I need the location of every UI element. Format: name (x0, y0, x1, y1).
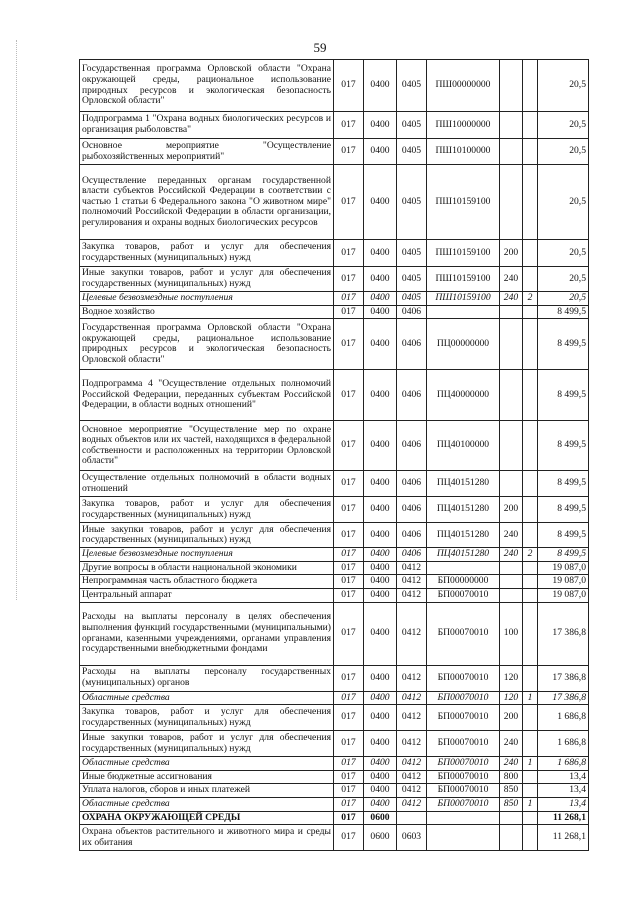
row-name: Областные средства (80, 691, 334, 705)
code-expense-type (500, 319, 523, 370)
code-expense-type (500, 825, 523, 851)
code-expense-type (500, 305, 523, 319)
code-funding-source (523, 319, 538, 370)
code-expense-type: 240 (500, 523, 523, 548)
code-target-article: БП00070010 (427, 588, 500, 602)
code-section: 0400 (364, 548, 397, 562)
code-expense-type: 200 (500, 705, 523, 731)
code-section: 0400 (364, 471, 397, 497)
code-target-article: БП00000000 (427, 575, 500, 589)
code-subsection: 0405 (397, 165, 427, 240)
amount: 13,4 (538, 797, 589, 811)
table-row (80, 421, 589, 471)
code-funding-source (523, 602, 538, 665)
code-subsection: 0406 (397, 548, 427, 562)
code-expense-type (500, 811, 523, 825)
code-subsection: 0405 (397, 292, 427, 306)
amount: 20,5 (538, 267, 589, 292)
amount: 17 386,8 (538, 602, 589, 665)
table-row (80, 319, 589, 370)
code-funding-source (523, 305, 538, 319)
row-name: Закупка товаров, работ и услуг для обеспечения государственных (муниципальных) нужд (80, 705, 334, 731)
code-subsection: 0406 (397, 319, 427, 370)
row-name: Водное хозяйство (80, 305, 334, 319)
amount: 20,5 (538, 165, 589, 240)
code-ministry: 017 (334, 811, 364, 825)
code-section: 0400 (364, 602, 397, 665)
code-target-article: ПЦ40151280 (427, 471, 500, 497)
table-row (80, 267, 589, 292)
amount: 8 499,5 (538, 319, 589, 370)
code-ministry: 017 (334, 602, 364, 665)
amount: 19 087,0 (538, 588, 589, 602)
row-name: Областные средства (80, 757, 334, 771)
code-funding-source (523, 267, 538, 292)
code-expense-type: 240 (500, 267, 523, 292)
code-funding-source (523, 561, 538, 575)
code-funding-source (523, 665, 538, 691)
table-row (80, 139, 589, 165)
row-name: Целевые безвозмездные поступления (80, 548, 334, 562)
row-name: Осуществление отдельных полномочий в области водных отношений (80, 471, 334, 497)
code-ministry: 017 (334, 548, 364, 562)
amount: 20,5 (538, 139, 589, 165)
budget-table-body (80, 60, 589, 851)
code-target-article (427, 561, 500, 575)
code-expense-type (500, 60, 523, 112)
amount: 20,5 (538, 292, 589, 306)
code-expense-type (500, 588, 523, 602)
row-name: Иные закупки товаров, работ и услуг для обеспечения государственных (муниципальных) нужд (80, 731, 334, 757)
row-name: Основное мероприятие "Осуществление мер по охране водных объектов или их частей, находящихся в федеральной собственности и расположенных на территории Орловской области" (80, 421, 334, 471)
amount: 1 686,8 (538, 757, 589, 771)
code-ministry: 017 (334, 240, 364, 267)
code-ministry: 017 (334, 421, 364, 471)
code-ministry: 017 (334, 523, 364, 548)
code-expense-type (500, 421, 523, 471)
amount: 8 499,5 (538, 548, 589, 562)
code-subsection: 0405 (397, 60, 427, 112)
table-row (80, 561, 589, 575)
amount: 1 686,8 (538, 731, 589, 757)
code-section: 0400 (364, 370, 397, 421)
code-target-article: ПЦ00000000 (427, 319, 500, 370)
code-target-article: ПЦ40151280 (427, 548, 500, 562)
code-subsection: 0405 (397, 139, 427, 165)
code-section: 0400 (364, 705, 397, 731)
code-ministry: 017 (334, 319, 364, 370)
table-row (80, 757, 589, 771)
amount: 11 268,1 (538, 825, 589, 851)
table-row (80, 825, 589, 851)
table-row (80, 523, 589, 548)
code-funding-source (523, 811, 538, 825)
code-expense-type: 240 (500, 757, 523, 771)
code-expense-type (500, 575, 523, 589)
code-subsection: 0412 (397, 770, 427, 784)
code-subsection: 0412 (397, 731, 427, 757)
amount: 20,5 (538, 60, 589, 112)
code-expense-type (500, 370, 523, 421)
table-row (80, 665, 589, 691)
code-ministry: 017 (334, 588, 364, 602)
code-target-article: БП00070010 (427, 784, 500, 798)
code-funding-source (523, 770, 538, 784)
code-funding-source (523, 705, 538, 731)
amount: 13,4 (538, 770, 589, 784)
code-subsection: 0405 (397, 240, 427, 267)
table-row (80, 60, 589, 112)
code-expense-type (500, 112, 523, 139)
code-ministry: 017 (334, 267, 364, 292)
code-funding-source (523, 471, 538, 497)
code-expense-type: 850 (500, 784, 523, 798)
row-name: Государственная программа Орловской области "Охрана окружающей среды, рациональное использование природных ресурсов и экологическая безопасность Орловской области" (80, 319, 334, 370)
row-name: Целевые безвозмездные поступления (80, 292, 334, 306)
code-ministry: 017 (334, 705, 364, 731)
row-name: Расходы на выплаты персоналу в целях обеспечения выполнения функций государственными (муниципальными) органами, казенными учреждениями, органами управления государственными внебюджетными фондами (80, 602, 334, 665)
code-expense-type: 240 (500, 292, 523, 306)
code-section: 0400 (364, 691, 397, 705)
table-row (80, 811, 589, 825)
row-name: Осуществление переданных органам государственной власти субъектов Российской Федерации в соответствии с частью 1 статьи 6 Федерального закона "О животном мире" полномочий Российской Федерации в области организации, регулирования и охраны водных биологических ресурсов (80, 165, 334, 240)
budget-table (79, 59, 589, 851)
code-section: 0400 (364, 267, 397, 292)
table-row (80, 784, 589, 798)
amount: 8 499,5 (538, 370, 589, 421)
amount: 19 087,0 (538, 561, 589, 575)
code-section: 0400 (364, 523, 397, 548)
code-subsection: 0405 (397, 112, 427, 139)
code-section: 0400 (364, 757, 397, 771)
code-expense-type (500, 165, 523, 240)
code-target-article (427, 305, 500, 319)
table-row (80, 497, 589, 523)
amount: 11 268,1 (538, 811, 589, 825)
row-name: Областные средства (80, 797, 334, 811)
code-subsection: 0405 (397, 267, 427, 292)
code-ministry: 017 (334, 60, 364, 112)
code-section: 0400 (364, 240, 397, 267)
code-target-article: БП00070010 (427, 602, 500, 665)
code-section: 0400 (364, 305, 397, 319)
code-section: 0400 (364, 665, 397, 691)
code-ministry: 017 (334, 784, 364, 798)
table-row (80, 292, 589, 306)
code-ministry: 017 (334, 691, 364, 705)
code-subsection: 0412 (397, 575, 427, 589)
row-name: Уплата налогов, сборов и иных платежей (80, 784, 334, 798)
code-funding-source (523, 523, 538, 548)
code-funding-source (523, 139, 538, 165)
code-expense-type (500, 471, 523, 497)
code-expense-type: 240 (500, 548, 523, 562)
amount: 8 499,5 (538, 497, 589, 523)
code-funding-source (523, 165, 538, 240)
code-section: 0600 (364, 825, 397, 851)
table-row (80, 548, 589, 562)
code-target-article (427, 811, 500, 825)
code-expense-type: 100 (500, 602, 523, 665)
table-row (80, 305, 589, 319)
code-section: 0400 (364, 165, 397, 240)
code-section: 0400 (364, 292, 397, 306)
code-section: 0400 (364, 731, 397, 757)
code-target-article: ПЦ40151280 (427, 497, 500, 523)
code-funding-source: 2 (523, 548, 538, 562)
row-name: Непрограммная часть областного бюджета (80, 575, 334, 589)
code-section: 0400 (364, 319, 397, 370)
code-target-article: ПШ10159100 (427, 267, 500, 292)
code-target-article: БП00070010 (427, 691, 500, 705)
code-target-article: ПШ00000000 (427, 60, 500, 112)
code-subsection: 0412 (397, 705, 427, 731)
row-name: Иные закупки товаров, работ и услуг для обеспечения государственных (муниципальных) нужд (80, 267, 334, 292)
code-funding-source (523, 60, 538, 112)
code-subsection: 0412 (397, 784, 427, 798)
table-row (80, 797, 589, 811)
code-target-article: БП00070010 (427, 797, 500, 811)
code-funding-source: 1 (523, 757, 538, 771)
code-section: 0400 (364, 497, 397, 523)
code-section: 0400 (364, 784, 397, 798)
row-name: Подпрограмма 1 "Охрана водных биологических ресурсов и организация рыболовства" (80, 112, 334, 139)
table-row (80, 588, 589, 602)
amount: 19 087,0 (538, 575, 589, 589)
row-name: Основное мероприятие "Осуществление рыбохозяйственных мероприятий" (80, 139, 334, 165)
table-row (80, 575, 589, 589)
code-ministry: 017 (334, 497, 364, 523)
amount: 8 499,5 (538, 421, 589, 471)
code-ministry: 017 (334, 471, 364, 497)
code-target-article: ПШ10100000 (427, 139, 500, 165)
code-target-article: ПШ10000000 (427, 112, 500, 139)
code-funding-source: 2 (523, 292, 538, 306)
row-name: Закупка товаров, работ и услуг для обеспечения государственных (муниципальных) нужд (80, 497, 334, 523)
table-row (80, 112, 589, 139)
table-row (80, 370, 589, 421)
code-expense-type (500, 561, 523, 575)
code-subsection: 0406 (397, 305, 427, 319)
code-section: 0400 (364, 561, 397, 575)
scan-edge-mark (16, 40, 18, 600)
code-subsection: 0412 (397, 561, 427, 575)
code-expense-type: 200 (500, 240, 523, 267)
code-subsection: 0406 (397, 471, 427, 497)
code-target-article: БП00070010 (427, 770, 500, 784)
code-subsection: 0603 (397, 825, 427, 851)
code-subsection: 0412 (397, 797, 427, 811)
row-name: Другие вопросы в области национальной экономики (80, 561, 334, 575)
code-ministry: 017 (334, 770, 364, 784)
code-subsection: 0412 (397, 691, 427, 705)
code-section: 0400 (364, 575, 397, 589)
code-ministry: 017 (334, 797, 364, 811)
code-subsection: 0406 (397, 497, 427, 523)
code-target-article: ПШ10159100 (427, 292, 500, 306)
amount: 20,5 (538, 112, 589, 139)
code-section: 0400 (364, 797, 397, 811)
row-name: Подпрограмма 4 "Осуществление отдельных полномочий Российской Федерации, переданных субъектам Российской Федерации, в области водных отношений" (80, 370, 334, 421)
row-name: Закупка товаров, работ и услуг для обеспечения государственных (муниципальных) нужд (80, 240, 334, 267)
code-section: 0400 (364, 588, 397, 602)
code-ministry: 017 (334, 665, 364, 691)
row-name: Центральный аппарат (80, 588, 334, 602)
table-row (80, 731, 589, 757)
table-row (80, 602, 589, 665)
row-name: ОХРАНА ОКРУЖАЮЩЕЙ СРЕДЫ (80, 811, 334, 825)
amount: 20,5 (538, 240, 589, 267)
row-name: Иные бюджетные ассигнования (80, 770, 334, 784)
code-target-article: ПЦ40000000 (427, 370, 500, 421)
code-ministry: 017 (334, 575, 364, 589)
code-expense-type: 240 (500, 731, 523, 757)
code-funding-source: 1 (523, 691, 538, 705)
code-target-article: ПЦ40100000 (427, 421, 500, 471)
table-row (80, 691, 589, 705)
code-ministry: 017 (334, 305, 364, 319)
code-target-article: ПШ10159100 (427, 240, 500, 267)
table-row (80, 471, 589, 497)
code-funding-source (523, 825, 538, 851)
amount: 8 499,5 (538, 305, 589, 319)
code-section: 0400 (364, 139, 397, 165)
row-name: Государственная программа Орловской области "Охрана окружающей среды, рациональное использование природных ресурсов и экологическая безопасность Орловской области" (80, 60, 334, 112)
code-section: 0400 (364, 60, 397, 112)
row-name: Расходы на выплаты персоналу государственных (муниципальных) органов (80, 665, 334, 691)
code-subsection: 0406 (397, 523, 427, 548)
amount: 8 499,5 (538, 471, 589, 497)
code-ministry: 017 (334, 757, 364, 771)
code-section: 0400 (364, 112, 397, 139)
code-expense-type: 800 (500, 770, 523, 784)
code-subsection: 0412 (397, 757, 427, 771)
amount: 8 499,5 (538, 523, 589, 548)
code-ministry: 017 (334, 139, 364, 165)
code-subsection: 0412 (397, 602, 427, 665)
code-expense-type (500, 139, 523, 165)
code-expense-type: 120 (500, 691, 523, 705)
code-funding-source (523, 784, 538, 798)
code-funding-source (523, 370, 538, 421)
amount: 13,4 (538, 784, 589, 798)
code-funding-source (523, 588, 538, 602)
code-funding-source (523, 240, 538, 267)
code-funding-source: 1 (523, 797, 538, 811)
code-funding-source (523, 497, 538, 523)
code-target-article: ПШ10159100 (427, 165, 500, 240)
table-row (80, 240, 589, 267)
code-funding-source (523, 575, 538, 589)
amount: 1 686,8 (538, 705, 589, 731)
code-ministry: 017 (334, 370, 364, 421)
code-subsection: 0412 (397, 588, 427, 602)
table-row (80, 770, 589, 784)
code-ministry: 017 (334, 561, 364, 575)
code-target-article: ПЦ40151280 (427, 523, 500, 548)
code-funding-source (523, 112, 538, 139)
row-name: Иные закупки товаров, работ и услуг для обеспечения государственных (муниципальных) нужд (80, 523, 334, 548)
amount: 17 386,8 (538, 691, 589, 705)
code-target-article: БП00070010 (427, 665, 500, 691)
code-expense-type: 200 (500, 497, 523, 523)
page-number: 59 (313, 40, 327, 55)
code-target-article: БП00070010 (427, 705, 500, 731)
code-ministry: 017 (334, 165, 364, 240)
code-subsection: 0406 (397, 370, 427, 421)
table-row (80, 705, 589, 731)
code-funding-source (523, 421, 538, 471)
code-funding-source (523, 731, 538, 757)
code-ministry: 017 (334, 825, 364, 851)
code-target-article (427, 825, 500, 851)
row-name: Охрана объектов растительного и животного мира и среды их обитания (80, 825, 334, 851)
code-ministry: 017 (334, 731, 364, 757)
code-section: 0600 (364, 811, 397, 825)
code-subsection: 0412 (397, 665, 427, 691)
amount: 17 386,8 (538, 665, 589, 691)
code-section: 0400 (364, 421, 397, 471)
code-ministry: 017 (334, 292, 364, 306)
code-target-article: БП00070010 (427, 757, 500, 771)
code-expense-type: 850 (500, 797, 523, 811)
code-subsection (397, 811, 427, 825)
code-ministry: 017 (334, 112, 364, 139)
code-target-article: БП00070010 (427, 731, 500, 757)
table-row (80, 165, 589, 240)
code-expense-type: 120 (500, 665, 523, 691)
code-subsection: 0406 (397, 421, 427, 471)
code-section: 0400 (364, 770, 397, 784)
